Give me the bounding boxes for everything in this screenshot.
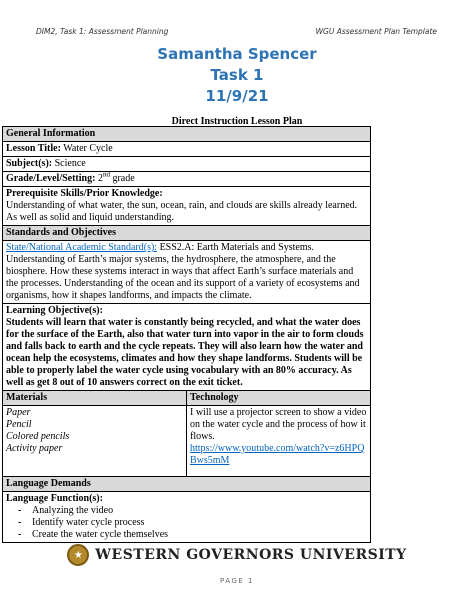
lesson-title-cell [3, 142, 371, 157]
wgu-logo-text: WESTERN GOVERNORS UNIVERSITY [95, 547, 407, 563]
prereq-cell [3, 187, 371, 226]
table-row [3, 172, 371, 187]
task-title: Task 1 [210, 66, 264, 84]
wgu-seal-icon: ★ [67, 544, 89, 566]
material-item: Colored pencils [6, 431, 70, 442]
subjects-value: Science [54, 158, 86, 169]
lesson-plan-title: Direct Instruction Lesson Plan [171, 116, 303, 127]
author-name: Samantha Spencer [157, 45, 317, 63]
grade-cell [3, 172, 371, 187]
objectives-text: Students will learn that water is constantly being recycled, and what the water does for the surface of the Earth, also that water turn into vapor in the air to form clouds and falls back to earth and the cycle repeats. They will also learn how the water and ocean help the ecosystems, climates and how they shape landforms. Students will be able to properly label the water cycle using vocabulary with an 80% accuracy. As well as get 8 out of 10 answers correct on the exit ticket. [6, 317, 364, 388]
header-right: WGU Assessment Plan Template [315, 27, 437, 36]
material-item: Pencil [6, 419, 32, 430]
technology-spacer [190, 467, 367, 475]
general-info-header: General Information [3, 127, 371, 142]
table-row [3, 477, 371, 492]
grade-value-num: 2 [97, 173, 103, 184]
technology-text: I will use a projector screen to show a video on the water cycle and the process of how it flows. [190, 407, 367, 442]
table-row [3, 241, 371, 304]
title-block [0, 44, 474, 107]
table-row [3, 157, 371, 172]
technology-cell [187, 406, 371, 477]
language-functions-cell [3, 492, 371, 543]
materials-header: Materials [3, 391, 187, 406]
materials-cell [3, 406, 187, 477]
material-item: Paper [6, 407, 31, 418]
language-functions-label: Language Function(s): [6, 493, 103, 504]
lesson-plan-table [2, 126, 371, 543]
page-number: PAGE 1 [220, 577, 254, 585]
language-functions-list [6, 505, 367, 541]
video-link[interactable]: https://www.youtube.com/watch?v=z6HPQBws5mM [190, 443, 365, 466]
subjects-cell [3, 157, 371, 172]
wgu-logo [0, 544, 474, 566]
list-item: - Analyzing the video [32, 505, 367, 517]
date-title: 11/9/21 [205, 87, 269, 105]
grade-value-rest: grade [112, 173, 135, 184]
header-left: DIM2, Task 1: Assessment Planning [36, 27, 169, 36]
grade-label: Grade/Level/Setting: [6, 173, 96, 184]
table-row [3, 187, 371, 226]
lesson-title-value: Water Cycle [63, 143, 113, 154]
standards-cell [3, 241, 371, 304]
material-item: Activity paper [6, 443, 63, 454]
table-row [3, 492, 371, 543]
technology-header: Technology [187, 391, 371, 406]
table-row [3, 406, 371, 477]
table-row [3, 226, 371, 241]
prereq-label: Prerequisite Skills/Prior Knowledge: [6, 188, 163, 199]
list-item: - Create the water cycle themselves [32, 529, 367, 541]
standards-link[interactable]: State/National Academic Standard(s): [6, 242, 158, 253]
subjects-label: Subject(s): [6, 158, 53, 169]
table-row [3, 391, 371, 406]
grade-value-sup: nd [102, 170, 110, 179]
standards-header: Standards and Objectives [3, 226, 371, 241]
table-row [3, 304, 371, 391]
objectives-cell [3, 304, 371, 391]
objectives-label: Learning Objective(s): [6, 305, 103, 316]
list-item: - Identify water cycle process [32, 517, 367, 529]
language-header: Language Demands [3, 477, 371, 492]
prereq-text: Understanding of what water, the sun, ocean, rain, and clouds are skills already learned. As well as solid and liquid understanding. [6, 200, 358, 223]
lesson-title-label: Lesson Title: [6, 143, 61, 154]
table-row [3, 142, 371, 157]
table-row [3, 127, 371, 142]
standards-text: ESS2.A: Earth Materials and Systems. Understanding of Earth’s major systems, the hydrosphere, the atmosphere, and the biosphere. How these systems interact in ways that affect Earth’s surface materials and the processes. Understanding of the ocean and its support of a variety of ecosystems and organisms, how it shapes landforms, and impacts the climate. [6, 242, 360, 301]
